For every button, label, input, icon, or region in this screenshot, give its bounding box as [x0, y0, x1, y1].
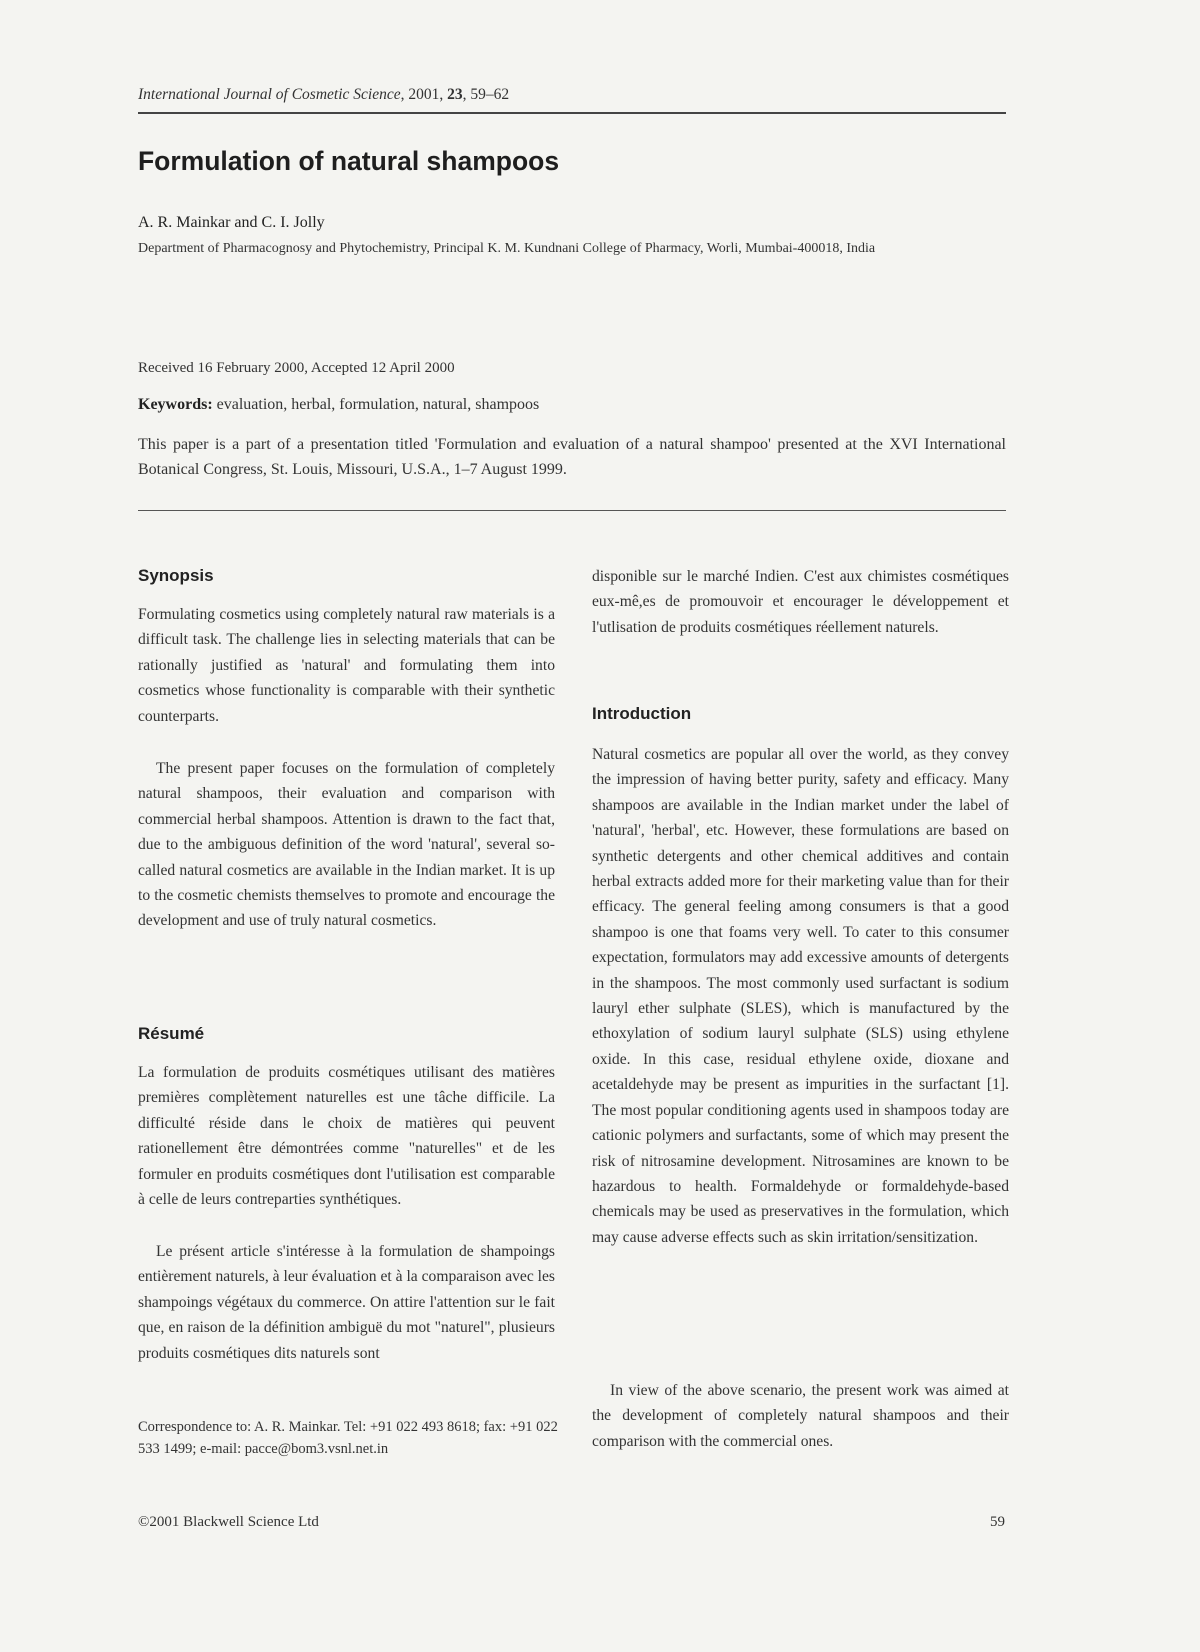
synopsis-paragraph: Formulating cosmetics using completely natural raw materials is a difficult task. The challenge lies in selecting materials that can be rationally justified as 'natural' and formulating them into cosmetics whose functionality is comparable with their synthetic counterparts.	[138, 606, 555, 725]
copyright-notice: ©2001 Blackwell Science Ltd	[138, 1514, 319, 1530]
keywords	[138, 396, 539, 414]
resume-heading: Résumé	[138, 1024, 205, 1043]
resume-paragraph: Le présent article s'intéresse à la formulation de shampoings entièrement naturels, à leur évaluation et à la comparaison avec les shampoings végétaux du commerce. On attire l'attention sur le fait que, en raison de la définition ambiguë du mot "naturel", plusieurs produits cosmétiques dits naturels sont	[138, 1243, 555, 1362]
resume-paragraph: La formulation de produits cosmétiques utilisant des matières premières complètement naturelles est une tâche difficile. La difficulté réside dans le choix de matières qui peuvent rationellement être démontrées comme "naturelles" et de les formuler en produits cosmétiques dont l'utilisation est comparable à celle de leurs contreparties synthétiques.	[138, 1064, 555, 1209]
journal-name: International Journal of Cosmetic Science	[138, 86, 401, 103]
synopsis-heading: Synopsis	[138, 566, 214, 585]
journal-volume: 23	[447, 86, 463, 103]
authors: A. R. Mainkar and C. I. Jolly	[138, 214, 325, 231]
presentation-note: This paper is a part of a presentation titled 'Formulation and evaluation of a natural shampoo' presented at the XVI International Botanical Congress, St. Louis, Missouri, U.S.A., 1–7 August 1999.	[138, 436, 1006, 478]
introduction-paragraph: Natural cosmetics are popular all over the world, as they convey the impression of having better purity, safety and efficacy. Many shampoos are available in the Indian market under the label of 'natural', 'herbal', etc. However, these formulations are based on synthetic detergents and other chemical additives and contain herbal extracts added more for their marketing value than for their efficacy. The general feeling among consumers is that a good shampoo is one that foams very well. To cater to this consumer expectation, formulators may add excessive amounts of detergents in the shampoos. The most commonly used surfactant is sodium lauryl ether sulphate (SLES), which is manufactured by the ethoxylation of sodium lauryl sulphate (SLS) using ethylene oxide. In this case, residual ethylene oxide, dioxane and acetaldehyde may be present as impurities in the surfactant [1]. The most popular conditioning agents used in shampoos today are cationic polymers and surfactants, some of which may present the risk of nitrosamine development. Nitrosamines are known to be hazardous to health. Formaldehyde or formaldehyde-based chemicals may be used as preservatives in the formulation, which may cause adverse effects such as skin irritation/sensitization.	[592, 746, 1009, 1246]
article-title: Formulation of natural shampoos	[138, 146, 560, 176]
synopsis-paragraph: The present paper focuses on the formulation of completely natural shampoos, their evaluation and comparison with commercial herbal shampoos. Attention is drawn to the fact that, due to the ambiguous definition of the word 'natural', several so-called natural cosmetics are available in the Indian market. It is up to the cosmetic chemists themselves to promote and encourage the development and use of truly natural cosmetics.	[138, 760, 555, 930]
resume-paragraph-continued: disponible sur le marché Indien. C'est aux chimistes cosmétiques eux-mê,es de promouvoir et encourager le développement et l'utlisation de produits cosmétiques réellement naturels.	[592, 568, 1009, 636]
keywords-text: evaluation, herbal, formulation, natural, shampoos	[212, 396, 540, 413]
page-number: 59	[990, 1514, 1005, 1530]
introduction-heading: Introduction	[592, 704, 692, 723]
journal-year: , 2001,	[400, 86, 448, 103]
keywords-label: Keywords:	[138, 396, 213, 413]
section-rule	[138, 510, 1006, 511]
header-rule	[138, 112, 1006, 114]
affiliation: Department of Pharmacognosy and Phytochemistry, Principal K. M. Kundnani College of Pharmacy, Worli, Mumbai-400018, India	[138, 241, 876, 256]
journal-pages: , 59–62	[462, 86, 510, 103]
correspondence-note: Correspondence to: A. R. Mainkar. Tel: +91 022 493 8618; fax: +91 022 533 1499; e-mail: pacce@bom3.vsnl.net.in	[138, 1419, 558, 1457]
received-dates: Received 16 February 2000, Accepted 12 April 2000	[138, 360, 455, 376]
introduction-paragraph: In view of the above scenario, the present work was aimed at the development of completely natural shampoos and their comparison with the commercial ones.	[592, 1382, 1009, 1450]
running-head	[138, 86, 509, 104]
